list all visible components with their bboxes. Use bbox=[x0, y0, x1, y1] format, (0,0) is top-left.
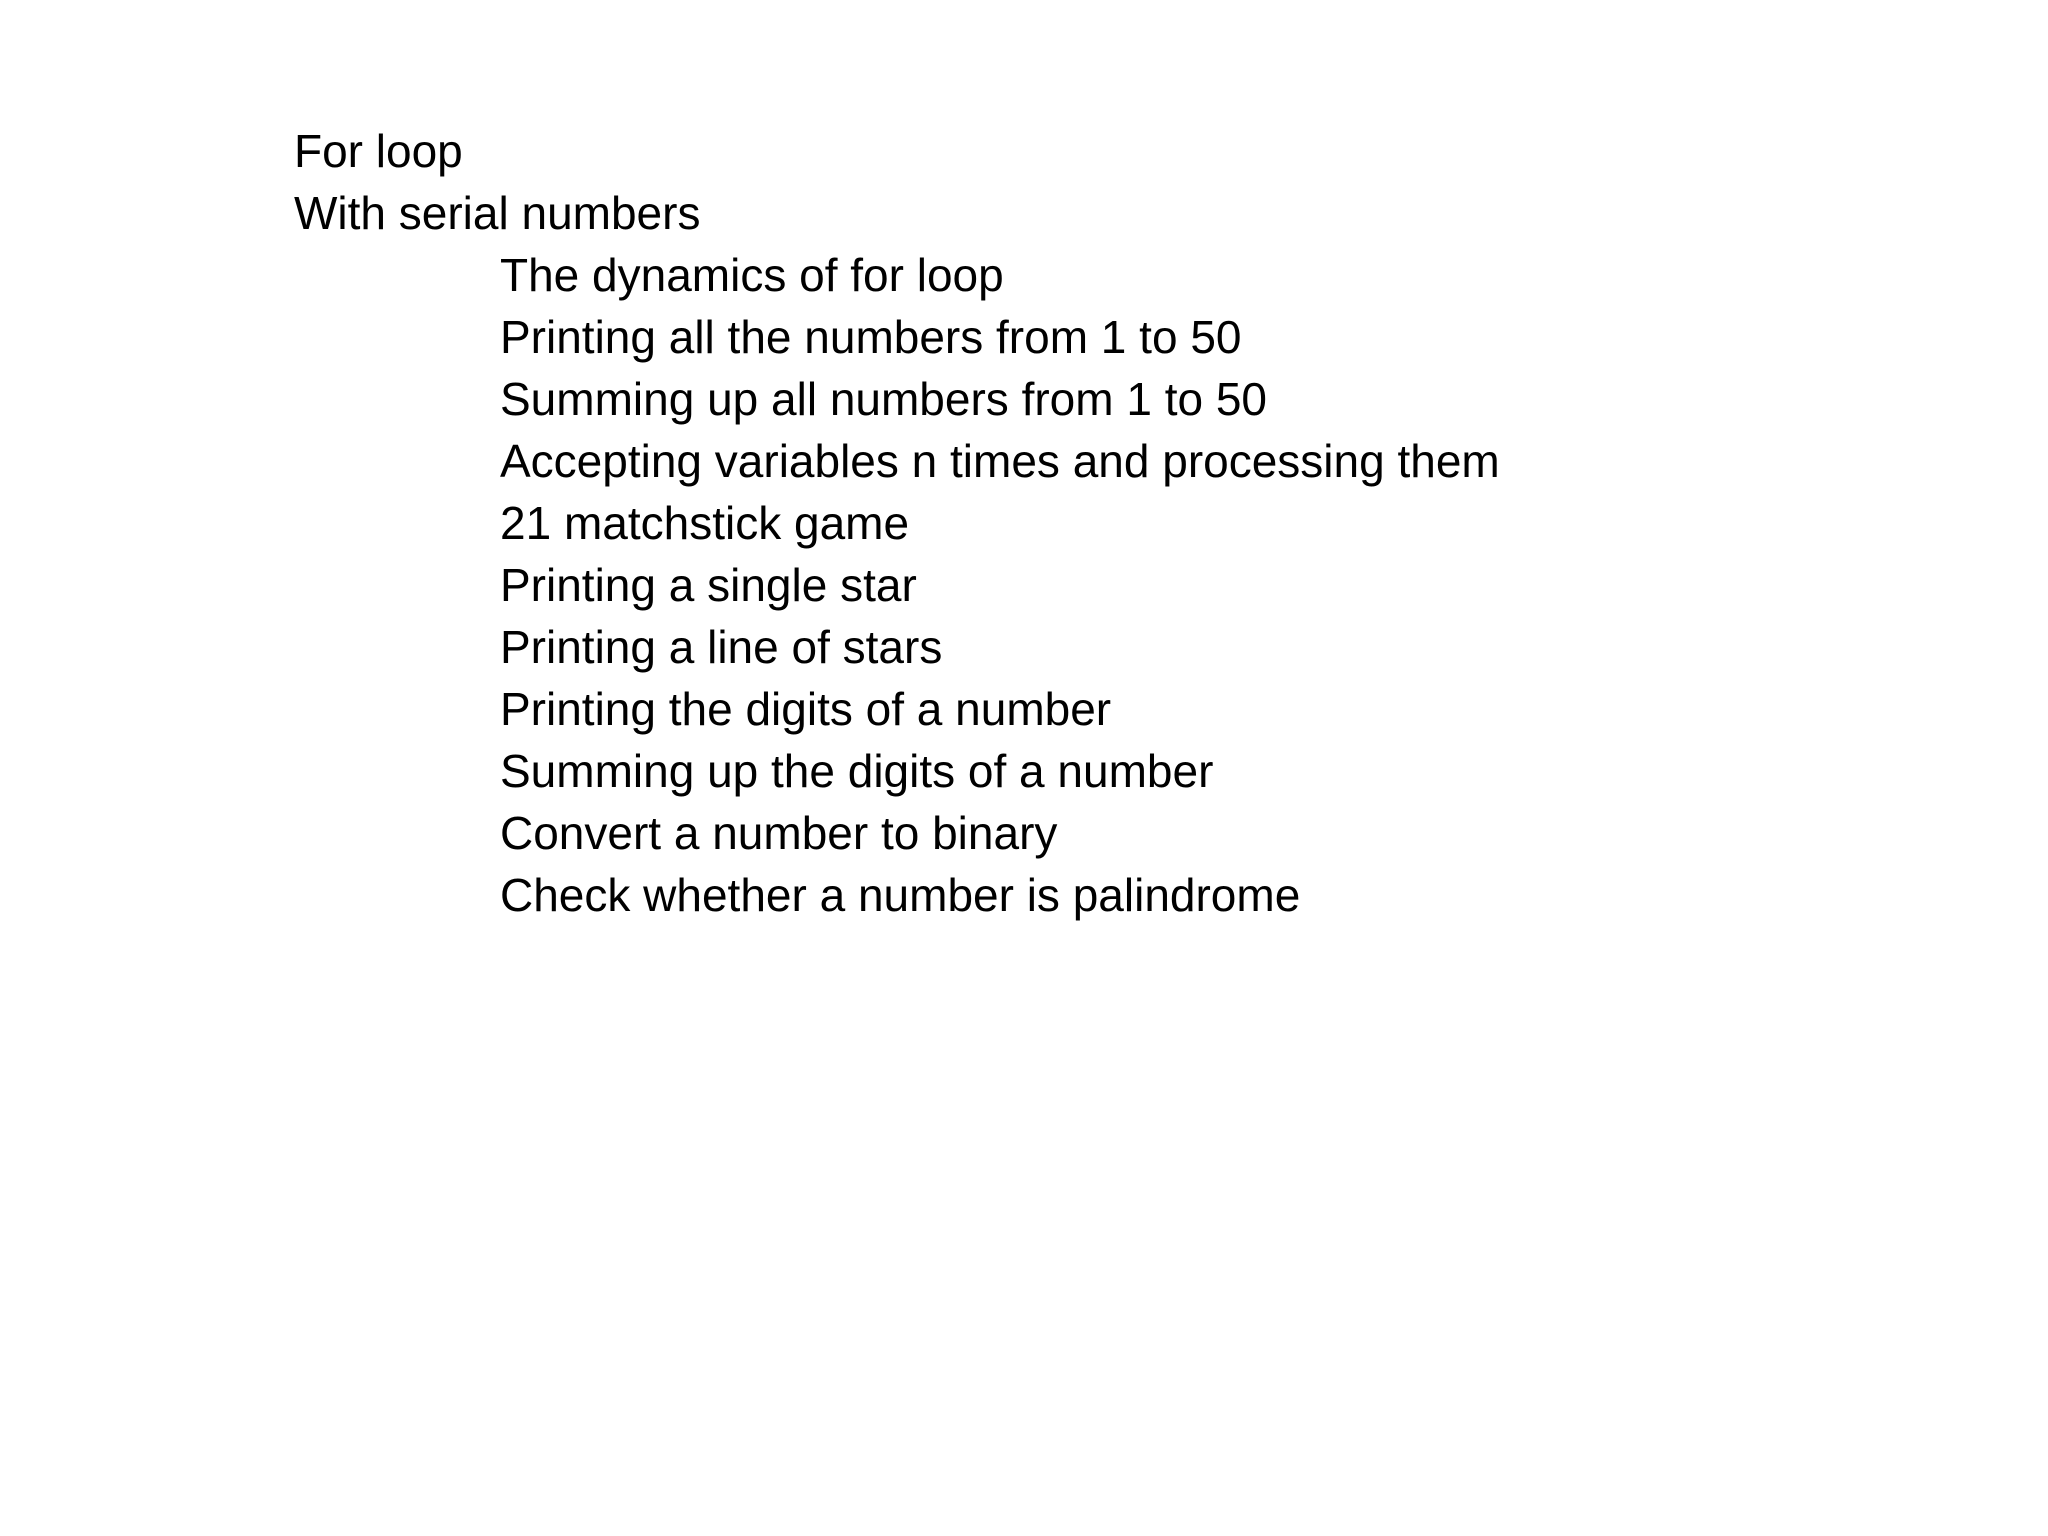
subheading: With serial numbers bbox=[294, 187, 701, 239]
list-item: Printing the digits of a number bbox=[500, 683, 1112, 735]
text-block bbox=[294, 120, 1994, 926]
list-item: Accepting variables n times and processing them bbox=[500, 435, 1500, 487]
list-item: 21 matchstick game bbox=[500, 497, 910, 549]
list-item: Summing up the digits of a number bbox=[500, 745, 1214, 797]
list-item: Printing all the numbers from 1 to 50 bbox=[500, 311, 1242, 363]
list-item: Convert a number to binary bbox=[500, 807, 1058, 859]
list-item: The dynamics of for loop bbox=[500, 249, 1004, 301]
list-item: Printing a single star bbox=[500, 559, 917, 611]
list-item: Check whether a number is palindrome bbox=[500, 869, 1301, 921]
list-item: Summing up all numbers from 1 to 50 bbox=[500, 373, 1268, 425]
list-item: Printing a line of stars bbox=[500, 621, 943, 673]
heading: For loop bbox=[294, 125, 463, 177]
